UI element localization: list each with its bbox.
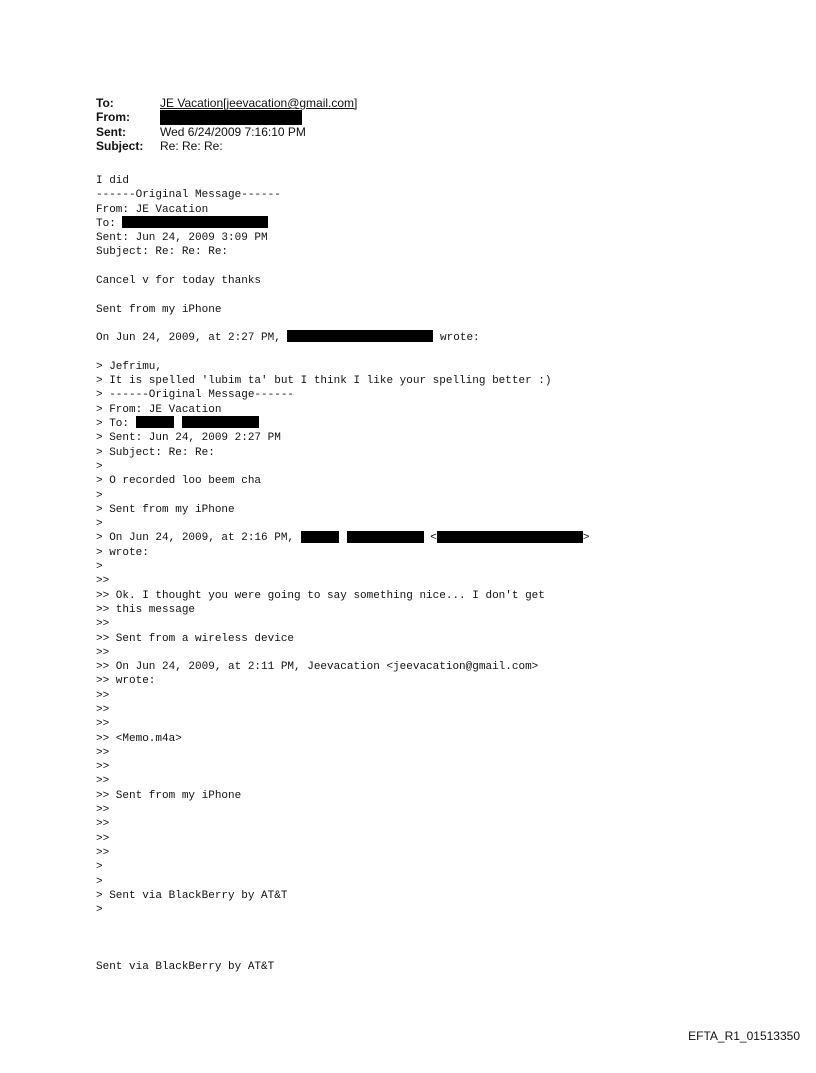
- body-line: >: [96, 561, 103, 574]
- blank-line: [96, 917, 589, 931]
- body-line: >> Sent from a wireless device: [96, 632, 295, 645]
- body-line: >>: [96, 746, 110, 759]
- body-line: > Sent from my iPhone: [96, 503, 235, 516]
- body-line: [96, 217, 589, 231]
- body-line: >> Sent from my iPhone: [96, 789, 242, 802]
- email-header: [96, 96, 357, 153]
- blank-line: [96, 946, 589, 960]
- body-line: [96, 531, 589, 545]
- subject-label: Subject:: [96, 138, 144, 153]
- from-label: From:: [96, 110, 130, 125]
- redaction-box: [287, 330, 433, 342]
- sent-label: Sent:: [96, 124, 126, 139]
- body-line: From: JE Vacation: [96, 203, 209, 216]
- body-line: Cancel v for today thanks: [96, 275, 262, 288]
- body-line: > Sent via BlackBerry by AT&T: [96, 889, 288, 902]
- redaction-box: [160, 110, 302, 125]
- body-line: I did: [96, 175, 130, 187]
- body-line: [96, 331, 589, 345]
- body-line: > Sent: Jun 24, 2009 2:27 PM: [96, 432, 281, 445]
- to-prefix: To:: [96, 217, 123, 230]
- body-line: > Subject: Re: Re:: [96, 446, 215, 459]
- redaction-box: [347, 531, 424, 543]
- header-sent-row: [96, 125, 357, 139]
- blank-line: [96, 932, 589, 946]
- body-line: >: [96, 518, 103, 531]
- body-line: >> this message: [96, 603, 196, 616]
- body-line: ------Original Message------: [96, 189, 281, 202]
- body-line: >: [96, 904, 103, 917]
- body-line: Subject: Re: Re: Re:: [96, 246, 229, 259]
- to-prefix: > To:: [96, 418, 136, 431]
- redaction-box: [437, 531, 583, 543]
- body-line: Sent: Jun 24, 2009 3:09 PM: [96, 232, 268, 245]
- document-id: EFTA_R1_01513350: [688, 1029, 800, 1043]
- body-line: >>: [96, 618, 110, 631]
- body-line: >>: [96, 818, 110, 831]
- body-line: >>: [96, 846, 110, 859]
- email-close-bracket: >: [582, 532, 590, 545]
- sent-value: Wed 6/24/2009 7:16:10 PM: [160, 124, 306, 139]
- body-line: > It is spelled 'lubim ta' but I think I like your spelling better :): [96, 375, 552, 388]
- body-line: [96, 417, 589, 431]
- email-body: [96, 174, 589, 975]
- body-line: >: [96, 861, 103, 874]
- signature-line: Sent via BlackBerry by AT&T: [96, 961, 275, 974]
- body-line: >>: [96, 804, 110, 817]
- body-line: > O recorded loo beem cha: [96, 475, 262, 488]
- body-line: >>: [96, 761, 110, 774]
- body-line: >>: [96, 689, 110, 702]
- body-line: >: [96, 875, 103, 888]
- blank-line: [96, 317, 589, 331]
- body-line: >: [96, 460, 103, 473]
- body-line: >> Ok. I thought you were going to say something nice... I don't get: [96, 589, 545, 602]
- body-line: >>: [96, 832, 110, 845]
- to-value: JE Vacation[jeevacation@gmail.com]: [160, 96, 358, 110]
- header-from-row: [96, 110, 357, 124]
- body-line: > From: JE Vacation: [96, 403, 222, 416]
- body-line: >> On Jun 24, 2009, at 2:11 PM, Jeevacation <jeevacation@gmail.com>: [96, 661, 539, 674]
- body-line: >> wrote:: [96, 675, 156, 688]
- wrote-prefix: On Jun 24, 2009, at 2:27 PM,: [96, 332, 288, 345]
- email-open-bracket: <: [423, 532, 437, 545]
- body-line: > Jefrimu,: [96, 360, 163, 373]
- redaction-box: [182, 416, 259, 428]
- header-to-row: [96, 96, 357, 110]
- wrote-prefix: > On Jun 24, 2009, at 2:16 PM,: [96, 532, 301, 545]
- attachment-line: >> <Memo.m4a>: [96, 732, 182, 745]
- redaction-box: [301, 531, 339, 543]
- body-line: >: [96, 489, 103, 502]
- to-label: To:: [96, 96, 114, 110]
- blank-line: [96, 346, 589, 360]
- redaction-box: [136, 416, 174, 428]
- body-line: > ------Original Message------: [96, 389, 295, 402]
- redaction-box: [122, 216, 268, 228]
- wrote-suffix: wrote:: [433, 332, 480, 345]
- body-line: > wrote:: [96, 546, 149, 559]
- body-line: >>: [96, 775, 110, 788]
- body-line: >>: [96, 646, 110, 659]
- body-line: >>: [96, 575, 110, 588]
- body-line: >>: [96, 703, 110, 716]
- blank-line: [96, 260, 589, 274]
- subject-value: Re: Re: Re:: [160, 138, 223, 153]
- body-line: >>: [96, 718, 110, 731]
- blank-line: [96, 288, 589, 302]
- body-line: Sent from my iPhone: [96, 303, 222, 316]
- header-subject-row: [96, 139, 357, 153]
